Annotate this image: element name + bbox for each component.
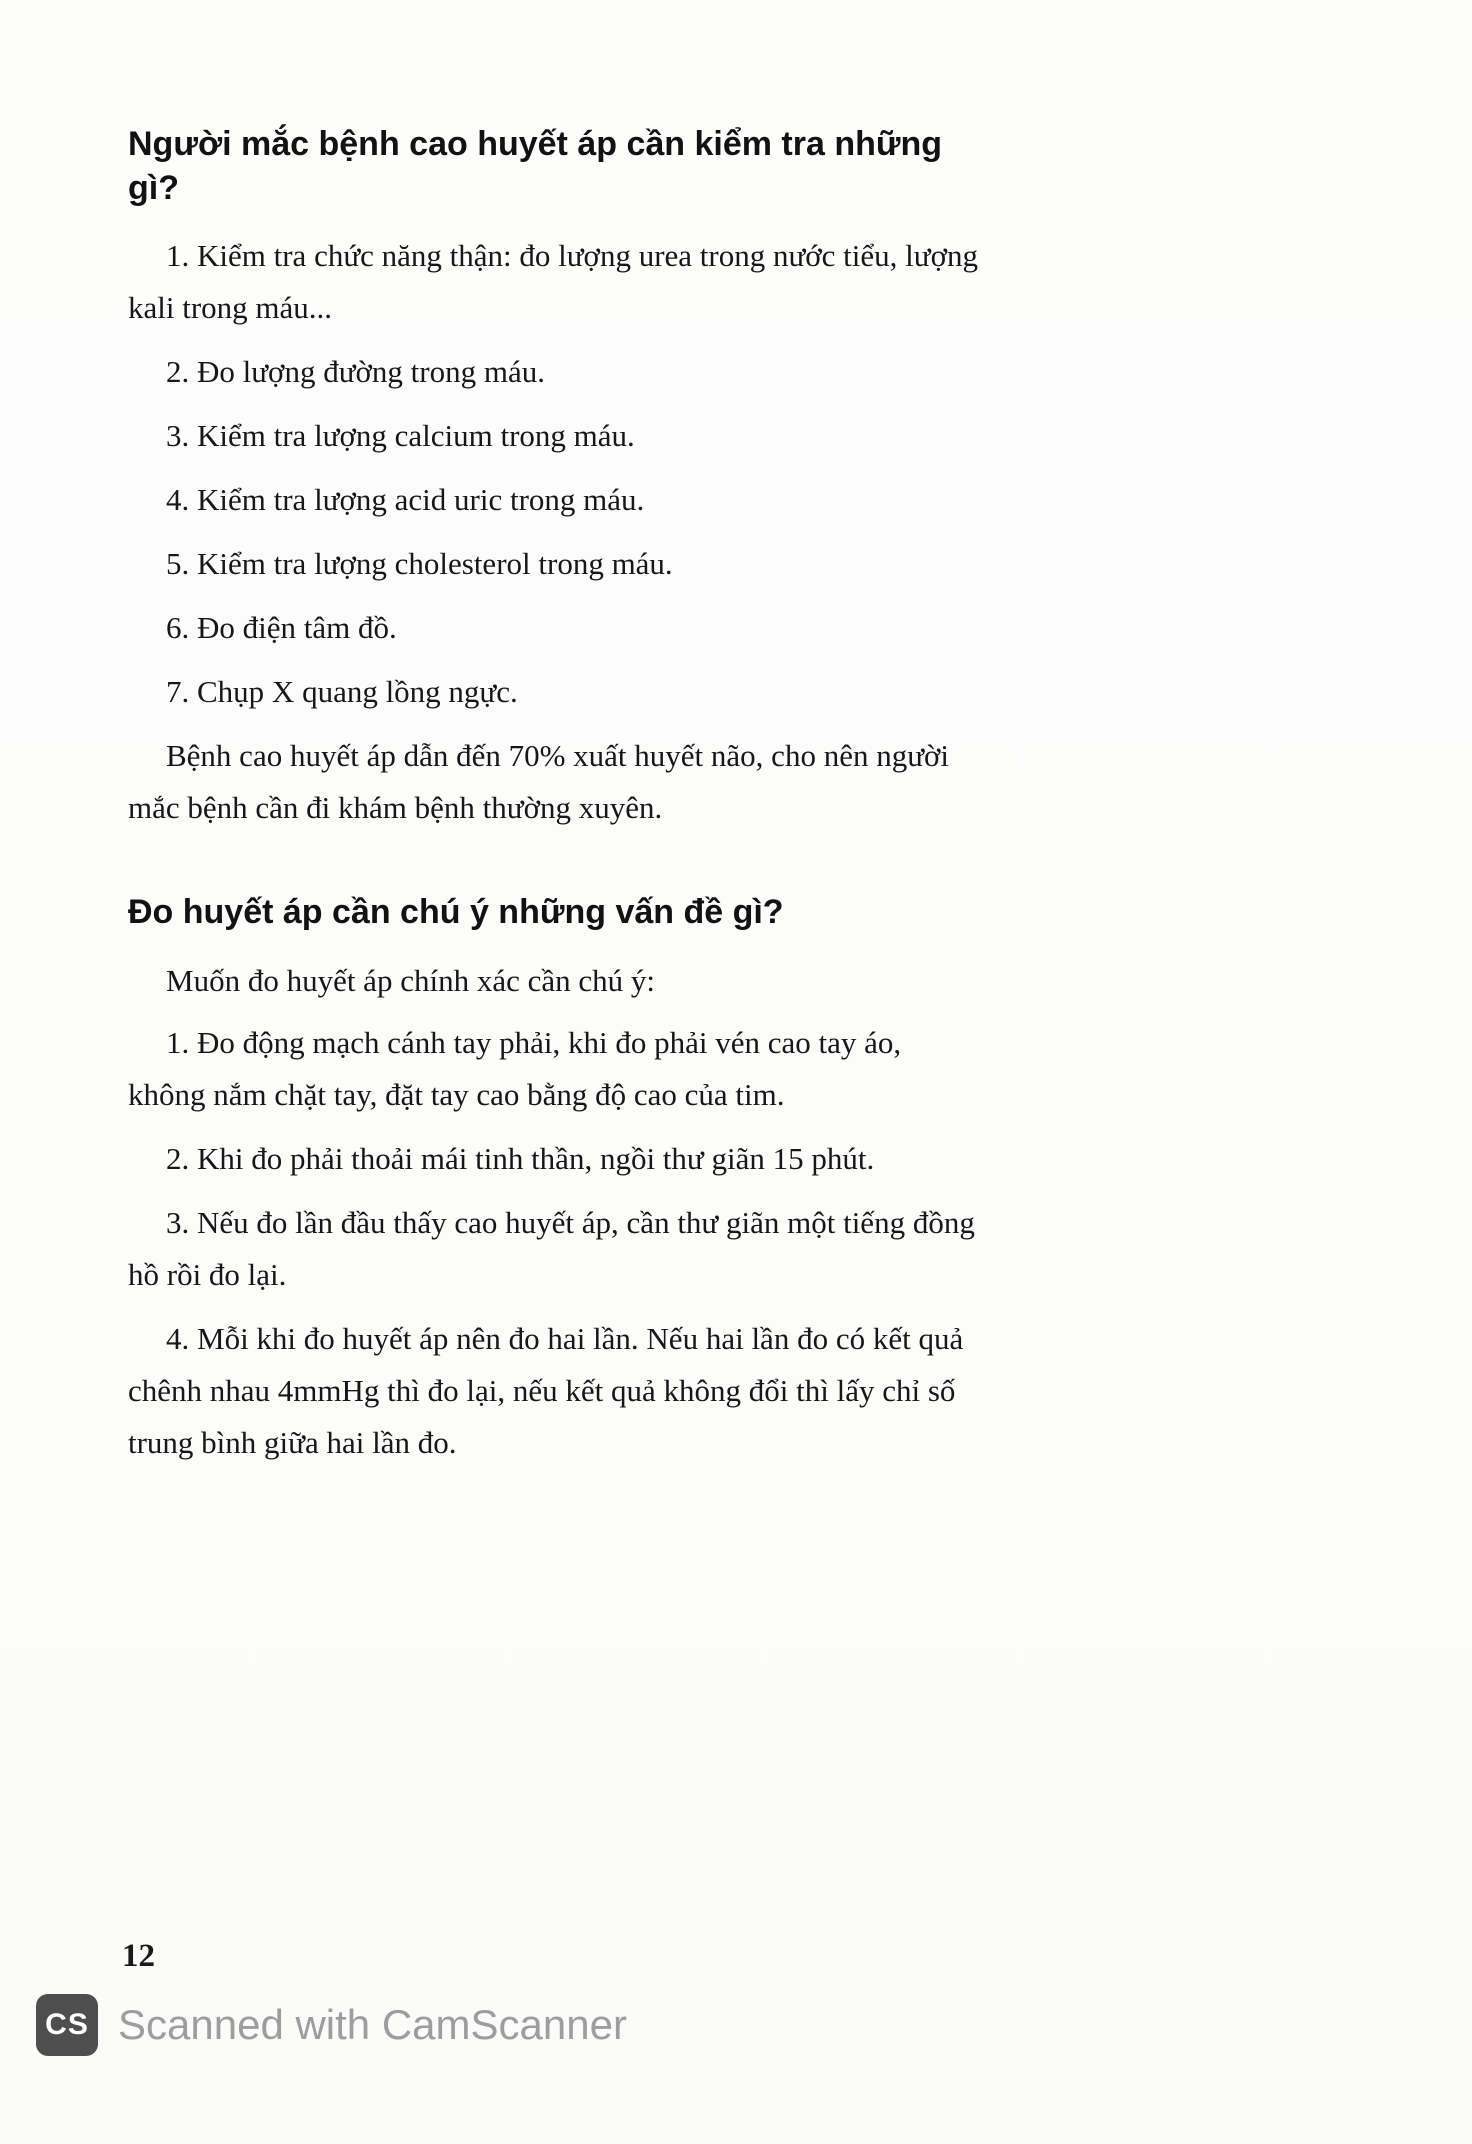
list-item: 3. Kiểm tra lượng calcium trong máu. (166, 418, 635, 454)
list-item: 4. Mỗi khi đo huyết áp nên đo hai lần. Nếu hai lần đo có kết quả chênh nhau 4mmHg thì đo lại, nếu kết quả không đổi thì lấy chỉ số trung bình giữa hai lần đo. (128, 1320, 964, 1460)
page-content (128, 0, 978, 1469)
list-item: 1. Kiểm tra chức năng thận: đo lượng urea trong nước tiểu, lượng kali trong máu... (128, 238, 978, 326)
camscanner-logo-icon: CS (36, 1994, 98, 2056)
list-item: 4. Kiểm tra lượng acid uric trong máu. (166, 482, 645, 518)
camscanner-watermark-text: Scanned with CamScanner (118, 2001, 627, 2048)
list-item: 3. Nếu đo lần đầu thấy cao huyết áp, cần thư giãn một tiếng đồng hồ rồi đo lại. (128, 1204, 975, 1292)
closing-paragraph: Bệnh cao huyết áp dẫn đến 70% xuất huyết não, cho nên người mắc bệnh cần đi khám bệnh thường xuyên. (128, 738, 950, 826)
list-item: 2. Đo lượng đường trong máu. (166, 354, 545, 390)
camscanner-footer (36, 1994, 627, 2056)
list-item: 6. Đo điện tâm đồ. (166, 610, 397, 646)
list-item: 1. Đo động mạch cánh tay phải, khi đo phải vén cao tay áo, không nắm chặt tay, đặt tay cao bằng độ cao của tim. (128, 1024, 902, 1112)
section-heading-checkups: Người mắc bệnh cao huyết áp cần kiểm tra những gì? (128, 125, 943, 208)
section-heading-measuring: Đo huyết áp cần chú ý những vấn đề gì? (128, 893, 784, 932)
list-item: 7. Chụp X quang lồng ngực. (166, 674, 518, 710)
list-item: 5. Kiểm tra lượng cholesterol trong máu. (166, 546, 673, 582)
list-item: 2. Khi đo phải thoải mái tinh thần, ngồi thư giãn 15 phút. (166, 1140, 875, 1176)
intro-paragraph: Muốn đo huyết áp chính xác cần chú ý: (166, 962, 655, 998)
page-number: 12 (122, 1938, 155, 1974)
